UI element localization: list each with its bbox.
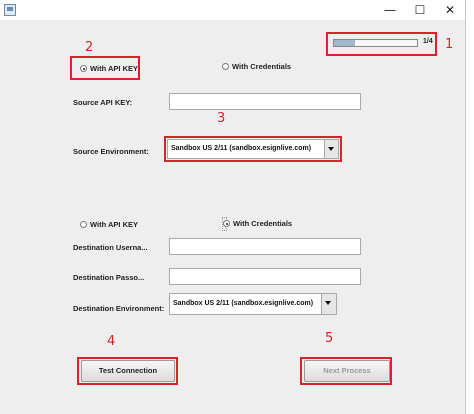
test-connection-button[interactable]: Test Connection (81, 360, 175, 382)
close-button[interactable]: ✕ (444, 3, 456, 17)
annotation-box-3 (164, 136, 342, 162)
destination-password-input[interactable] (169, 268, 361, 285)
next-process-button[interactable]: Next Process (304, 360, 390, 382)
source-api-key-label: Source API KEY: (73, 98, 133, 107)
annotation-box-4 (77, 357, 178, 385)
chevron-down-icon[interactable] (321, 294, 336, 314)
maximize-button[interactable]: ☐ (414, 3, 426, 17)
annotation-number-1: 1 (445, 37, 454, 52)
selected-value: Sandbox US 2/11 (sandbox.esignlive.com) (173, 300, 314, 307)
destination-environment-select[interactable] (169, 293, 337, 315)
annotation-number-3: 3 (217, 111, 226, 126)
source-environment-label: Source Environment: (73, 147, 149, 156)
annotation-number-4: 4 (107, 334, 116, 349)
radio-label: With Credentials (233, 219, 293, 228)
destination-username-input[interactable] (169, 238, 361, 255)
annotation-number-2: 2 (85, 40, 94, 55)
background-window-edge (466, 0, 474, 414)
source-api-key-input[interactable] (169, 93, 361, 110)
radio-dot (222, 63, 229, 70)
annotation-box-1 (326, 32, 437, 56)
destination-environment-label: Destination Environment: (73, 304, 165, 313)
annotation-box-5 (300, 357, 392, 385)
title-bar (0, 0, 465, 20)
selected-value: Sandbox US 2/11 (sandbox.esignlive.com) (171, 145, 312, 152)
annotation-number-5: 5 (325, 331, 334, 346)
radio-dot (80, 221, 87, 228)
radio-dot (223, 220, 230, 227)
java-app-icon (4, 4, 16, 16)
radio-label: With API KEY (90, 64, 138, 73)
destination-password-label: Destination Passo... (73, 273, 145, 282)
radio-label: With API KEY (90, 220, 138, 229)
minimize-button[interactable]: — (384, 3, 396, 17)
radio-label: With Credentials (232, 62, 292, 71)
annotation-box-2 (70, 56, 140, 80)
progress-label: 1/4 (423, 38, 433, 45)
destination-username-label: Destination Userna... (73, 243, 148, 252)
destination-radio-credentials[interactable] (222, 217, 293, 231)
